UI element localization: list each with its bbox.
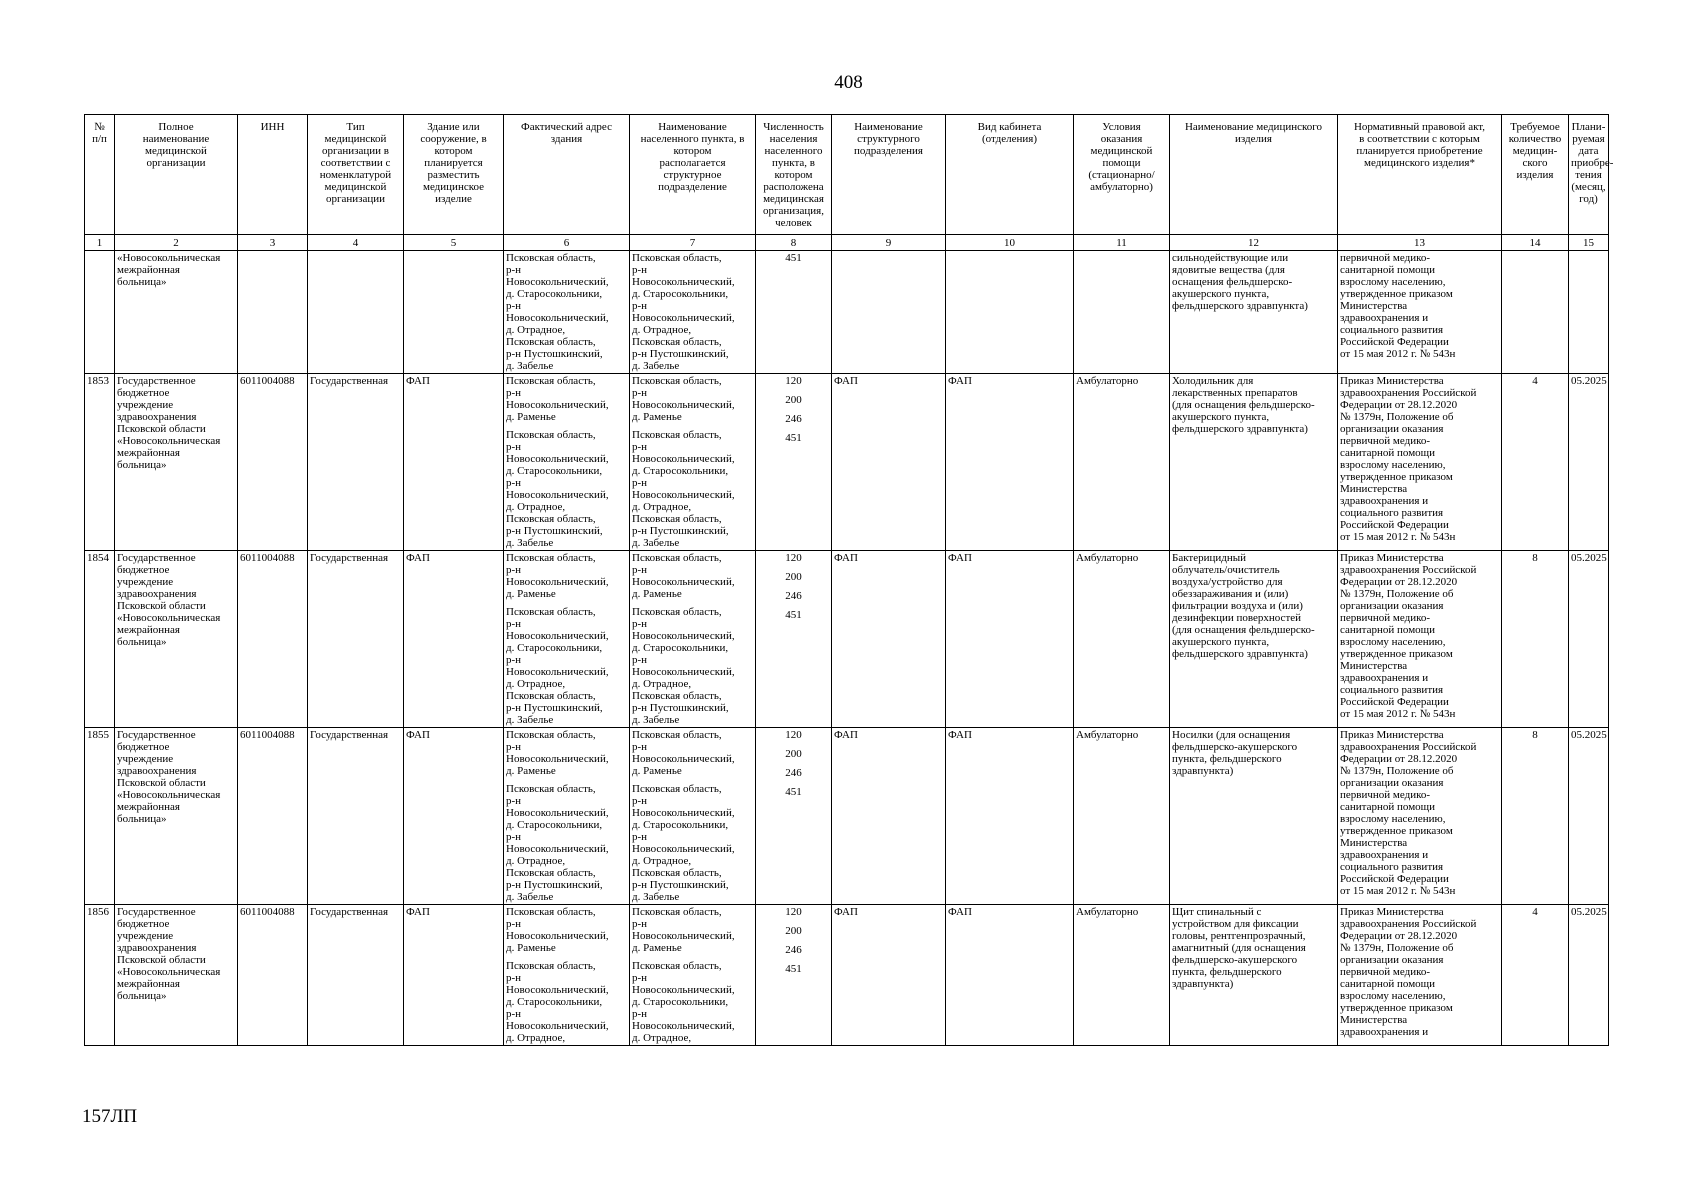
population-value: 451 bbox=[785, 432, 802, 444]
population-value: 200 bbox=[785, 748, 802, 760]
org-name-cell: Государственное бюджетное учреждение здравоохранения Псковской области «Новосокольническая межрайонная больница» bbox=[115, 905, 238, 1046]
quantity-cell: 4 bbox=[1502, 905, 1569, 1046]
column-number: 5 bbox=[404, 235, 504, 251]
unit-cell: ФАП bbox=[832, 728, 946, 905]
column-number: 1 bbox=[85, 235, 115, 251]
device-cell: Холодильник для лекарственных препаратов (для оснащения фельдшерско- акушерского пункта, фельдшерского здравпункта) bbox=[1170, 374, 1338, 551]
population-value: 200 bbox=[785, 925, 802, 937]
column-number: 4 bbox=[308, 235, 404, 251]
date-cell: 05.2025 bbox=[1569, 905, 1609, 1046]
conditions-cell bbox=[1074, 251, 1170, 374]
settlement-block: Псковская область, р-н Новосокольнический, д. Старосокольники, р-н Новосокольнический, д. Отрадное, Псковская область, р-н Пустошкинский, д. Забелье bbox=[632, 783, 735, 903]
population-value: 120 bbox=[785, 375, 802, 387]
address-cell: Псковская область, р-н Новосокольнический, д. Старосокольники, р-н Новосокольнический, д. Отрадное, Псковская область, р-н Пустошкинский, д. Забелье bbox=[504, 251, 630, 374]
header-cell: № п/п bbox=[85, 115, 115, 235]
unit-cell: ФАП bbox=[832, 905, 946, 1046]
table-row bbox=[85, 551, 1609, 728]
legal-act-cell: Приказ Министерства здравоохранения Российской Федерации от 28.12.2020 № 1379н, Положение об организации оказания первичной медико- санитарной помощи взрослому населению, утвержденное приказом Министерства здравоохранения и социального развития Российской Федерации от 15 мая 2012 г. № 543н bbox=[1338, 551, 1502, 728]
address-block: Псковская область, р-н Новосокольнический, д. Раменье bbox=[506, 375, 609, 423]
population-value: 246 bbox=[785, 944, 802, 956]
column-number: 6 bbox=[504, 235, 630, 251]
header-cell: Численность населения населенного пункта, в котором расположена медицинская организация, человек bbox=[756, 115, 832, 235]
document-code: 157ЛП bbox=[82, 1106, 138, 1127]
org-name-cell: Государственное бюджетное учреждение здравоохранения Псковской области «Новосокольническая межрайонная больница» bbox=[115, 374, 238, 551]
header-cell: Условия оказания медицинской помощи (стационарно/ амбулаторно) bbox=[1074, 115, 1170, 235]
device-cell: Бактерицидный облучатель/очиститель воздуха/устройство для обеззараживания и (или) фильтрации воздуха и (или) дезинфекции поверхностей (для оснащения фельдшерско- акушерского пункта, фельдшерского здравпункта) bbox=[1170, 551, 1338, 728]
legal-act-cell: Приказ Министерства здравоохранения Российской Федерации от 28.12.2020 № 1379н, Положение об организации оказания первичной медико- санитарной помощи взрослому населению, утвержденное приказом Министерства здравоохранения и bbox=[1338, 905, 1502, 1046]
row-number-cell bbox=[85, 251, 115, 374]
device-cell: Носилки (для оснащения фельдшерско-акушерского пункта, фельдшерского здравпункта) bbox=[1170, 728, 1338, 905]
settlement-cell bbox=[630, 905, 756, 1046]
address-cell bbox=[504, 551, 630, 728]
population-value: 200 bbox=[785, 571, 802, 583]
inn-cell: 6011004088 bbox=[238, 374, 308, 551]
column-number: 8 bbox=[756, 235, 832, 251]
legal-act-cell: Приказ Министерства здравоохранения Российской Федерации от 28.12.2020 № 1379н, Положение об организации оказания первичной медико- санитарной помощи взрослому населению, утвержденное приказом Министерства здравоохранения и социального развития Российской Федерации от 15 мая 2012 г. № 543н bbox=[1338, 374, 1502, 551]
org-name-cell: Государственное бюджетное учреждение здравоохранения Псковской области «Новосокольническая межрайонная больница» bbox=[115, 728, 238, 905]
population-cell bbox=[756, 728, 832, 905]
header-cell: Нормативный правовой акт, в соответствии с которым планируется приобретение медицинского изделия* bbox=[1338, 115, 1502, 235]
table-row bbox=[85, 374, 1609, 551]
settlement-cell bbox=[630, 551, 756, 728]
inn-cell: 6011004088 bbox=[238, 551, 308, 728]
address-block: Псковская область, р-н Новосокольнический, д. Старосокольники, р-н Новосокольнический, д. Отрадное, Псковская область, р-н Пустошкинский, д. Забелье bbox=[506, 783, 609, 903]
quantity-cell: 4 bbox=[1502, 374, 1569, 551]
table-row bbox=[85, 728, 1609, 905]
population-value: 451 bbox=[785, 963, 802, 975]
equipment-table bbox=[84, 114, 1614, 1046]
header-cell: Требуемое количество медицин- ского изделия bbox=[1502, 115, 1569, 235]
population-value: 200 bbox=[785, 394, 802, 406]
cabinet-cell: ФАП bbox=[946, 374, 1074, 551]
device-cell: сильнодействующие или ядовитые вещества (для оснащения фельдшерско- акушерского пункта, фельдшерского здравпункта) bbox=[1170, 251, 1338, 374]
settlement-block: Псковская область, р-н Новосокольнический, д. Раменье bbox=[632, 375, 735, 423]
org-type-cell: Государственная bbox=[308, 905, 404, 1046]
column-number: 2 bbox=[115, 235, 238, 251]
settlement-block: Псковская область, р-н Новосокольнический, д. Раменье bbox=[632, 552, 735, 600]
header-cell: Наименование населенного пункта, в котором располагается структурное подразделение bbox=[630, 115, 756, 235]
org-type-cell: Государственная bbox=[308, 374, 404, 551]
table-row bbox=[85, 251, 1609, 374]
column-number: 13 bbox=[1338, 235, 1502, 251]
row-number-cell: 1856 bbox=[85, 905, 115, 1046]
settlement-cell: Псковская область, р-н Новосокольнический, д. Старосокольники, р-н Новосокольнический, д. Отрадное, Псковская область, р-н Пустошкинский, д. Забелье bbox=[630, 251, 756, 374]
header-cell: ИНН bbox=[238, 115, 308, 235]
population-value: 120 bbox=[785, 729, 802, 741]
population-value: 451 bbox=[785, 786, 802, 798]
org-type-cell: Государственная bbox=[308, 551, 404, 728]
date-cell bbox=[1569, 251, 1609, 374]
building-cell: ФАП bbox=[404, 728, 504, 905]
row-number-cell: 1854 bbox=[85, 551, 115, 728]
inn-cell bbox=[238, 251, 308, 374]
population-cell bbox=[756, 905, 832, 1046]
header-cell: Тип медицинской организации в соответствии с номенклатурой медицинской организации bbox=[308, 115, 404, 235]
org-name-cell: «Новосокольническая межрайонная больница» bbox=[115, 251, 238, 374]
settlement-block: Псковская область, р-н Новосокольнический, д. Раменье bbox=[632, 906, 735, 954]
address-block: Псковская область, р-н Новосокольнический, д. Старосокольники, р-н Новосокольнический, д. Отрадное, bbox=[506, 960, 609, 1044]
population-value: 246 bbox=[785, 767, 802, 779]
cabinet-cell bbox=[946, 251, 1074, 374]
unit-cell: ФАП bbox=[832, 551, 946, 728]
column-number: 15 bbox=[1569, 235, 1609, 251]
org-name-cell: Государственное бюджетное учреждение здравоохранения Псковской области «Новосокольническая межрайонная больница» bbox=[115, 551, 238, 728]
settlement-cell bbox=[630, 374, 756, 551]
inn-cell: 6011004088 bbox=[238, 728, 308, 905]
header-row bbox=[85, 115, 1609, 235]
address-block: Псковская область, р-н Новосокольнический, д. Раменье bbox=[506, 552, 609, 600]
building-cell: ФАП bbox=[404, 905, 504, 1046]
header-cell: Плани- руемая дата приобре- тения (месяц, год) bbox=[1569, 115, 1609, 235]
date-cell: 05.2025 bbox=[1569, 374, 1609, 551]
building-cell bbox=[404, 251, 504, 374]
header-cell: Вид кабинета (отделения) bbox=[946, 115, 1074, 235]
address-block: Псковская область, р-н Новосокольнический, д. Раменье bbox=[506, 906, 609, 954]
unit-cell: ФАП bbox=[832, 374, 946, 551]
org-type-cell: Государственная bbox=[308, 728, 404, 905]
population-cell bbox=[756, 374, 832, 551]
settlement-cell bbox=[630, 728, 756, 905]
page-number: 408 bbox=[834, 72, 863, 93]
column-number: 3 bbox=[238, 235, 308, 251]
settlement-block: Псковская область, р-н Новосокольнический, д. Старосокольники, р-н Новосокольнический, д. Отрадное, Псковская область, р-н Пустошкинский, д. Забелье bbox=[632, 429, 735, 549]
row-number-cell: 1855 bbox=[85, 728, 115, 905]
header-cell: Наименование медицинского изделия bbox=[1170, 115, 1338, 235]
header-cell: Полное наименование медицинской организации bbox=[115, 115, 238, 235]
inn-cell: 6011004088 bbox=[238, 905, 308, 1046]
cabinet-cell: ФАП bbox=[946, 905, 1074, 1046]
building-cell: ФАП bbox=[404, 374, 504, 551]
header-cell: Фактический адрес здания bbox=[504, 115, 630, 235]
date-cell: 05.2025 bbox=[1569, 551, 1609, 728]
cabinet-cell: ФАП bbox=[946, 728, 1074, 905]
column-number: 14 bbox=[1502, 235, 1569, 251]
quantity-cell: 8 bbox=[1502, 728, 1569, 905]
row-number-cell: 1853 bbox=[85, 374, 115, 551]
building-cell: ФАП bbox=[404, 551, 504, 728]
population-value: 451 bbox=[785, 609, 802, 621]
table-row bbox=[85, 905, 1609, 1046]
org-type-cell bbox=[308, 251, 404, 374]
device-cell: Щит спинальный с устройством для фиксации головы, рентгенпрозрачный, амагнитный (для оснащения фельдшерско-акушерского пункта, фельдшерского здравпункта) bbox=[1170, 905, 1338, 1046]
column-number-row bbox=[85, 235, 1609, 251]
address-cell bbox=[504, 374, 630, 551]
settlement-block: Псковская область, р-н Новосокольнический, д. Раменье bbox=[632, 729, 735, 777]
settlement-block: Псковская область, р-н Новосокольнический, д. Старосокольники, р-н Новосокольнический, д. Отрадное, Псковская область, р-н Пустошкинский, д. Забелье bbox=[632, 606, 735, 726]
unit-cell bbox=[832, 251, 946, 374]
column-number: 11 bbox=[1074, 235, 1170, 251]
conditions-cell: Амбулаторно bbox=[1074, 551, 1170, 728]
population-cell: 451 bbox=[756, 251, 832, 374]
date-cell: 05.2025 bbox=[1569, 728, 1609, 905]
column-number: 9 bbox=[832, 235, 946, 251]
quantity-cell bbox=[1502, 251, 1569, 374]
conditions-cell: Амбулаторно bbox=[1074, 905, 1170, 1046]
population-value: 246 bbox=[785, 590, 802, 602]
legal-act-cell: Приказ Министерства здравоохранения Российской Федерации от 28.12.2020 № 1379н, Положение об организации оказания первичной медико- санитарной помощи взрослому населению, утвержденное приказом Министерства здравоохранения и социального развития Российской Федерации от 15 мая 2012 г. № 543н bbox=[1338, 728, 1502, 905]
population-value: 246 bbox=[785, 413, 802, 425]
address-block: Псковская область, р-н Новосокольнический, д. Старосокольники, р-н Новосокольнический, д. Отрадное, Псковская область, р-н Пустошкинский, д. Забелье bbox=[506, 606, 609, 726]
column-number: 10 bbox=[946, 235, 1074, 251]
cabinet-cell: ФАП bbox=[946, 551, 1074, 728]
conditions-cell: Амбулаторно bbox=[1074, 374, 1170, 551]
column-number: 7 bbox=[630, 235, 756, 251]
quantity-cell: 8 bbox=[1502, 551, 1569, 728]
address-cell bbox=[504, 905, 630, 1046]
header-cell: Здание или сооружение, в котором планируется разместить медицинское изделие bbox=[404, 115, 504, 235]
population-value: 120 bbox=[785, 552, 802, 564]
address-block: Псковская область, р-н Новосокольнический, д. Раменье bbox=[506, 729, 609, 777]
conditions-cell: Амбулаторно bbox=[1074, 728, 1170, 905]
header-cell: Наименование структурного подразделения bbox=[832, 115, 946, 235]
settlement-block: Псковская область, р-н Новосокольнический, д. Старосокольники, р-н Новосокольнический, д. Отрадное, bbox=[632, 960, 735, 1044]
population-value: 120 bbox=[785, 906, 802, 918]
population-cell bbox=[756, 551, 832, 728]
address-cell bbox=[504, 728, 630, 905]
legal-act-cell: первичной медико- санитарной помощи взрослому населению, утвержденное приказом Министерства здравоохранения и социального развития Российской Федерации от 15 мая 2012 г. № 543н bbox=[1338, 251, 1502, 374]
column-number: 12 bbox=[1170, 235, 1338, 251]
address-block: Псковская область, р-н Новосокольнический, д. Старосокольники, р-н Новосокольнический, д. Отрадное, Псковская область, р-н Пустошкинский, д. Забелье bbox=[506, 429, 609, 549]
